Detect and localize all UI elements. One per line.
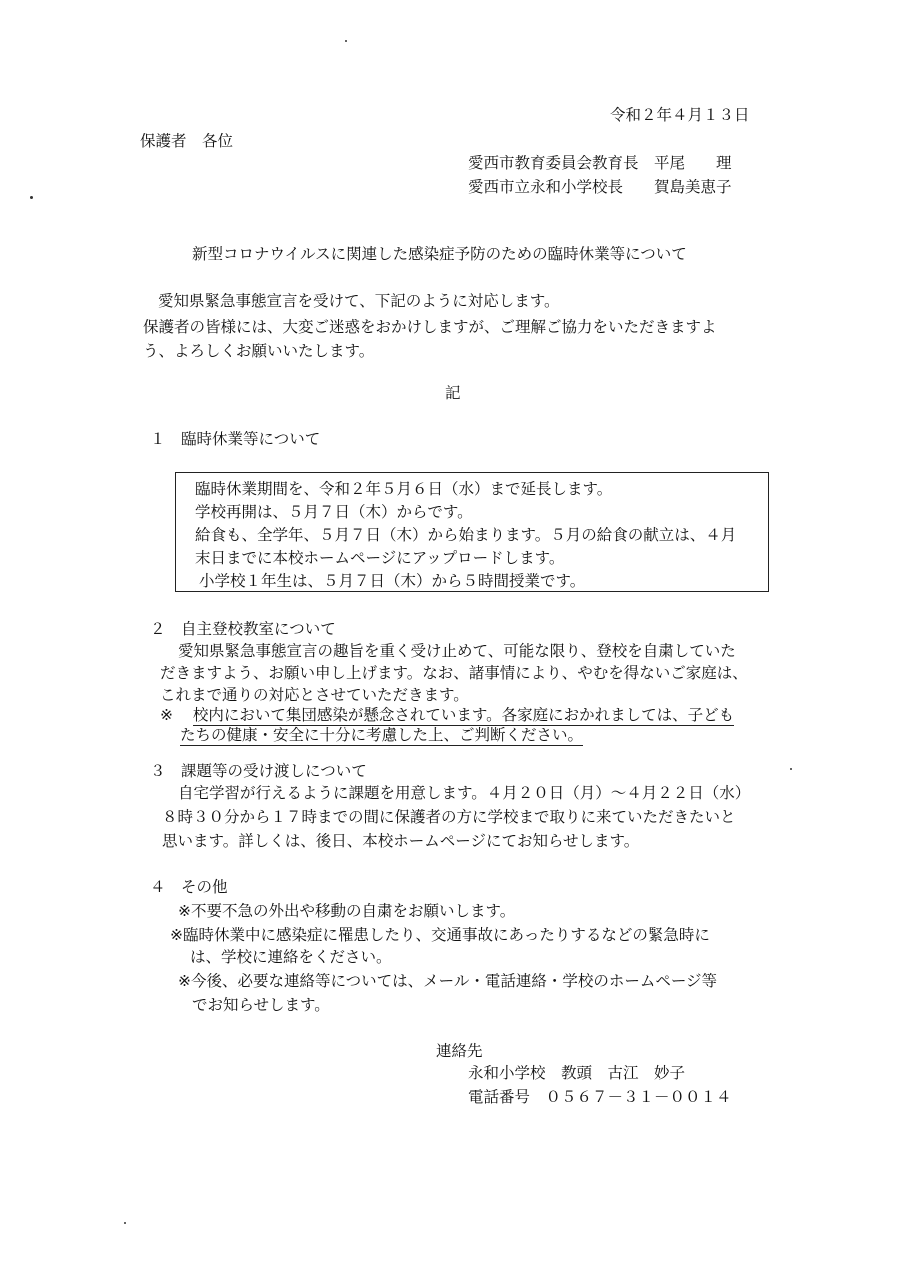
sender-principal: 愛西市立永和小学校長 賀島美恵子 — [468, 178, 732, 196]
page-title: 新型コロナウイルスに関連した感染症予防のための臨時休業等について — [192, 245, 687, 263]
box-line: 学校再開は、５月７日（木）からです。 — [195, 503, 473, 521]
sender-superintendent: 愛西市教育委員会教育長 平尾 理 — [468, 154, 732, 172]
scan-speck — [345, 40, 347, 42]
date: 令和２年４月１３日 — [610, 106, 750, 124]
section-2-note — [160, 704, 734, 726]
note-mark: ※ — [160, 706, 173, 724]
section-2-note-cont — [180, 724, 583, 746]
box-line: 臨時休業期間を、令和２年５月６日（水）まで延長します。 — [195, 480, 613, 498]
section-4-line: ※臨時休業中に感染症に罹患したり、交通事故にあったりするなどの緊急時に — [170, 926, 710, 944]
section-2-line: だきますよう、お願い申し上げます。なお、諸事情により、やむを得ないご家庭は、 — [160, 664, 748, 682]
scan-speck — [124, 1222, 126, 1224]
note-underlined-text: たちの健康・安全に十分に考慮した上、ご判断ください。 — [180, 726, 584, 744]
section-4-line: でお知らせします。 — [192, 996, 330, 1014]
section-3-heading: ３ 課題等の受け渡しについて — [150, 762, 367, 780]
section-3-line: 自宅学習が行えるように課題を用意します。４月２０日（月）～４月２２日（水） — [178, 784, 751, 802]
section-3-line: 思います。詳しくは、後日、本校ホームページにてお知らせします。 — [162, 832, 640, 850]
section-2-line: 愛知県緊急事態宣言の趣旨を重く受け止めて、可能な限り、登校を自粛していた — [178, 642, 736, 660]
section-2-line: これまで通りの対応とさせていただきます。 — [160, 686, 469, 704]
contact-label: 連絡先 — [436, 1042, 483, 1060]
section-4-heading: ４ その他 — [150, 878, 228, 896]
intro-line: 保護者の皆様には、大変ご迷惑をおかけしますが、ご理解ご協力をいただきますよ — [143, 318, 717, 336]
contact-person: 永和小学校 教頭 古江 妙子 — [468, 1064, 686, 1082]
section-3-line: ８時３０分から１７時までの間に保護者の方に学校まで取りに来ていただきたいと — [162, 808, 736, 826]
section-4-line: ※今後、必要な連絡等については、メール・電話連絡・学校のホームページ等 — [178, 972, 718, 990]
closure-info-box — [175, 472, 769, 592]
scan-speck — [790, 768, 792, 770]
addressee: 保護者 各位 — [140, 132, 234, 150]
section-4-line: は、学校に連絡をください。 — [190, 948, 392, 966]
note-underlined-text: 校内において集団感染が懸念されています。各家庭におかれましては、子ども — [192, 706, 735, 724]
box-line: 末日までに本校ホームページにアップロードします。 — [195, 549, 565, 567]
section-2-heading: ２ 自主登校教室について — [150, 620, 336, 638]
box-line: 小学校１年生は、５月７日（木）から５時間授業です。 — [199, 572, 586, 590]
section-4-line: ※不要不急の外出や移動の自粛をお願いします。 — [178, 902, 516, 920]
box-line: 給食も、全学年、５月７日（木）から始まります。５月の給食の献立は、４月 — [195, 526, 737, 544]
intro-line: 愛知県緊急事態宣言を受けて、下記のように対応します。 — [158, 292, 560, 310]
contact-phone: 電話番号 ０５６７－３１－００１４ — [468, 1088, 732, 1106]
ki-heading: 記 — [445, 384, 461, 402]
intro-line: う、よろしくお願いいたします。 — [143, 342, 375, 360]
section-1-heading: １ 臨時休業等について — [150, 430, 321, 448]
scan-speck — [30, 196, 33, 199]
